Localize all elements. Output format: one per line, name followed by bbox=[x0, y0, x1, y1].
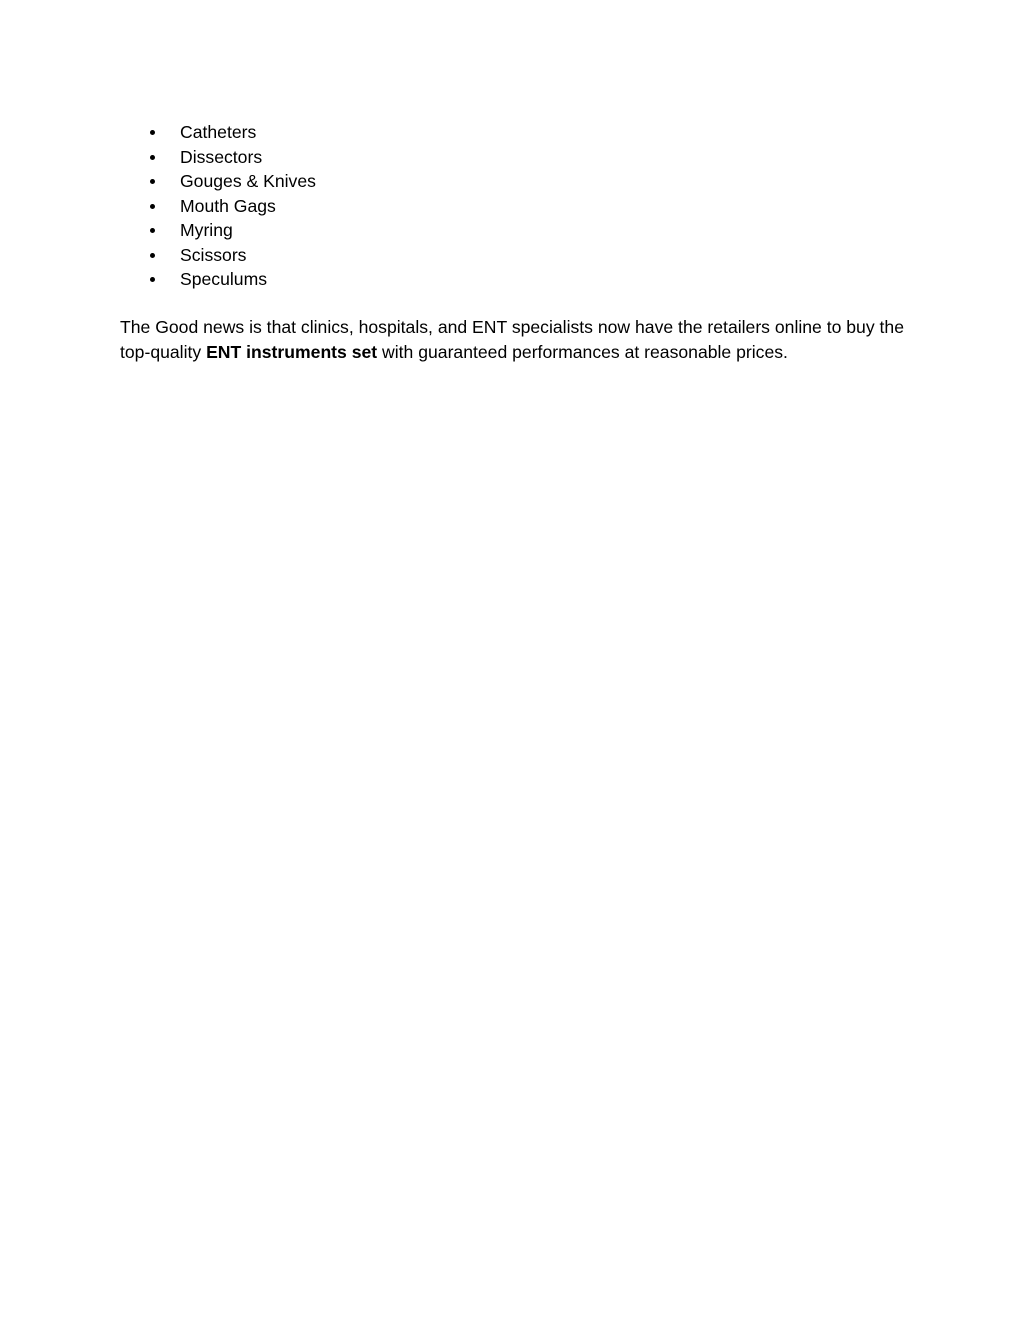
list-item-text: Scissors bbox=[180, 244, 247, 265]
bullet-icon bbox=[150, 228, 155, 233]
bullet-icon bbox=[150, 179, 155, 184]
list-item-text: Catheters bbox=[180, 122, 257, 142]
list-item-text: Gouges & Knives bbox=[180, 171, 316, 191]
paragraph-text-start: The Good news is that clinics, hospitals, and ENT specialists now have the retailers online to buy the top-quality bbox=[120, 317, 904, 362]
bullet-icon bbox=[150, 277, 155, 282]
paragraph-bold-keyword: ENT instruments set bbox=[206, 342, 378, 362]
list-item-text: Myring bbox=[180, 220, 233, 240]
bullet-icon bbox=[150, 204, 155, 209]
list-item-text: Dissectors bbox=[180, 146, 263, 167]
bullet-icon bbox=[150, 130, 155, 135]
list-item-text: Speculums bbox=[180, 269, 268, 289]
paragraph-text-end: with guaranteed performances at reasonable prices. bbox=[377, 342, 788, 362]
body-paragraph bbox=[120, 315, 920, 365]
bullet-icon bbox=[150, 155, 155, 160]
bullet-icon bbox=[150, 253, 155, 258]
list-item-text: Mouth Gags bbox=[180, 195, 276, 216]
